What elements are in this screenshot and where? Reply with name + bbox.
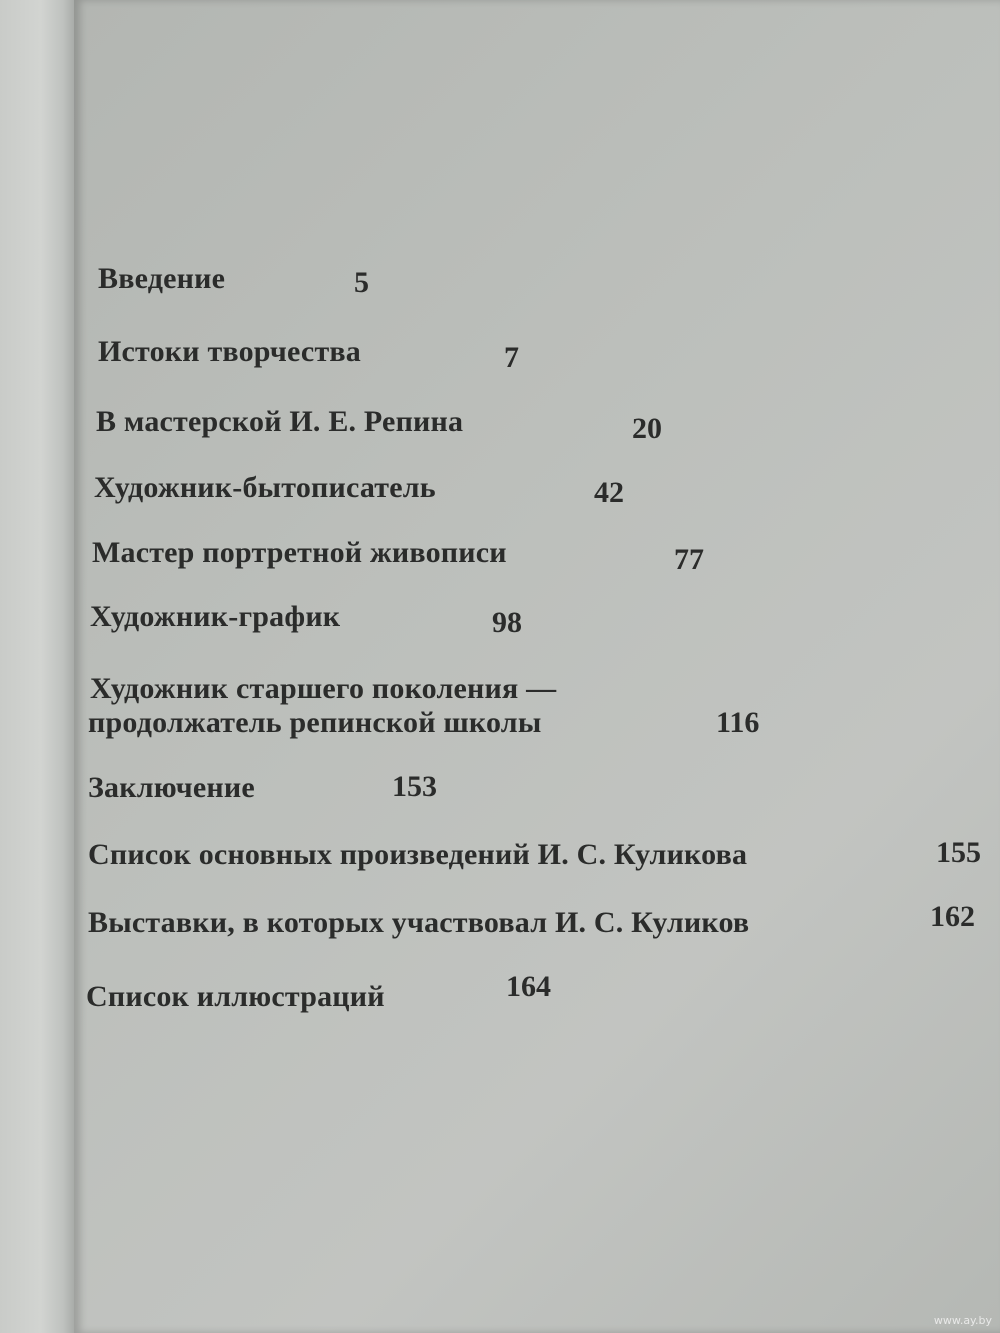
toc-entry-page: 77 bbox=[674, 543, 704, 576]
toc-entry-title: Выставки, в которых участвовал И. С. Куликов bbox=[88, 906, 750, 939]
toc-entry-page: 98 bbox=[492, 606, 522, 639]
toc-entry-title-line1: Художник старшего поколения — bbox=[90, 672, 557, 705]
watermark: www.ay.by bbox=[933, 1314, 992, 1327]
book-spine-edge bbox=[0, 0, 74, 1333]
toc-entry-page: 164 bbox=[506, 970, 551, 1003]
book-page bbox=[74, 0, 1000, 1333]
toc-entry-page: 153 bbox=[392, 770, 437, 803]
toc-entry-title: Введение bbox=[98, 262, 226, 295]
toc-entry-title: Художник-график bbox=[90, 600, 341, 633]
toc-entry-title: Список иллюстраций bbox=[86, 980, 385, 1013]
toc-entry-title: Заключение bbox=[88, 771, 255, 804]
toc-entry-page: 20 bbox=[632, 412, 662, 445]
toc-entry-title: Мастер портретной живописи bbox=[92, 536, 507, 569]
toc-entry-title: Список основных произведений И. С. Куликова bbox=[88, 838, 748, 871]
toc-entry-page: 116 bbox=[716, 706, 760, 739]
toc-entry-title: В мастерской И. Е. Репина bbox=[96, 405, 464, 438]
toc-entry-title-line2: продолжатель репинской школы bbox=[88, 706, 542, 739]
toc-entry-page: 155 bbox=[936, 836, 981, 869]
toc-entry-page: 42 bbox=[594, 476, 624, 509]
toc-entry-page: 5 bbox=[354, 266, 369, 299]
toc-entry-title: Истоки творчества bbox=[98, 335, 361, 368]
toc-entry-page: 162 bbox=[930, 900, 975, 933]
toc-entry-page: 7 bbox=[504, 341, 519, 374]
toc-entry-title: Художник-бытописатель bbox=[94, 471, 436, 504]
